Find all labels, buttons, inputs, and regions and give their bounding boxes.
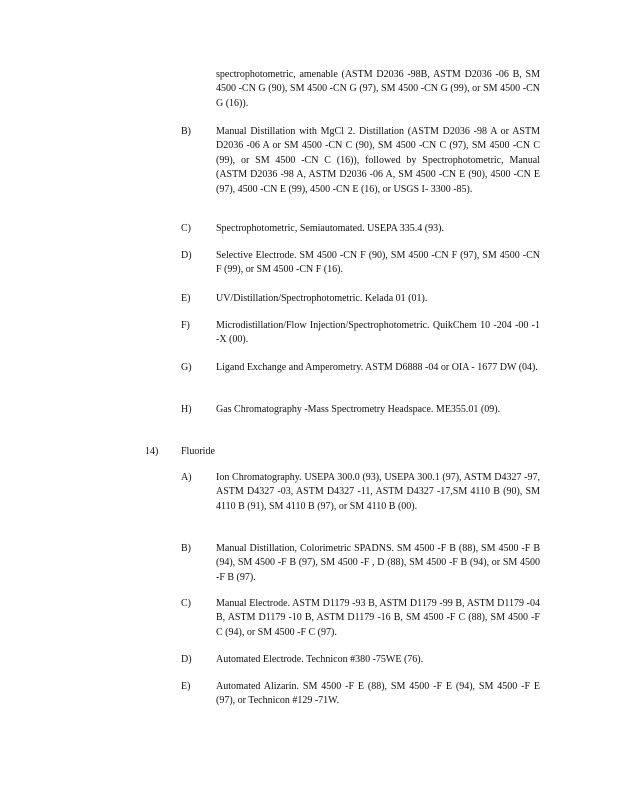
item-14-b-letter: B) (181, 543, 191, 554)
item-13-h-letter: H) (181, 404, 192, 415)
item-13-c-text: Spectrophotometric, Semiautomated. USEPA 335.4 (93). (216, 223, 444, 234)
item-13-b-letter: B) (181, 126, 191, 137)
item-14-c-letter: C) (181, 598, 191, 609)
item-14-e-text: Automated Alizarin. SM 4500 -F E (88), SM 4500 -F E (94), SM 4500 -F E (97), or Technicon #129 -71W. (216, 681, 540, 707)
item-13-d-letter: D) (181, 250, 192, 261)
item-13-h-text: Gas Chromatography -Mass Spectrometry Headspace. ME355.01 (09). (216, 404, 501, 415)
continuation-paragraph: spectrophotometric, amenable (ASTM D2036 -98B, ASTM D2036 -06 B, SM 4500 -CN G (90), SM 4500 -CN G (97), SM 4500 -CN G (99), or SM 4500 -CN G (16)). (216, 69, 540, 109)
item-13-d-text: Selective Electrode. SM 4500 -CN F (90), SM 4500 -CN F (97), SM 4500 -CN F (99), or SM 4500 -CN F (16). (216, 250, 540, 276)
item-13-g-text: Ligand Exchange and Amperometry. ASTM D6888 -04 or OIA - 1677 DW (04). (216, 362, 538, 373)
item-13-b-text: Manual Distillation with MgCl 2. Distillation (ASTM D2036 -98 A or ASTM D2036 -06 A or SM 4500 -CN C (90), SM 4500 -CN C (97), SM 4500 -CN C (99), or SM 4500 -CN C (16)), followed by Spectrophotometric, Manual (ASTM D2036 -98 A, ASTM D2036 -06 A, SM 4500 -CN E (90), 4500 -CN E (97), 4500 -CN E (99), 4500 -CN E (16), or USGS I- 3300 -85). (216, 126, 540, 195)
item-14-e-letter: E) (181, 681, 191, 692)
item-13-g-letter: G) (181, 362, 192, 373)
item-13-e-letter: E) (181, 293, 191, 304)
section-14-title: Fluoride (181, 446, 215, 457)
item-13-f-text: Microdistillation/Flow Injection/Spectrophotometric. QuikChem 10 -204 -00 -1 -X (00). (216, 320, 540, 346)
item-13-e-text: UV/Distillation/Spectrophotometric. Kelada 01 (01). (216, 293, 428, 304)
item-14-a-text: Ion Chromatography. USEPA 300.0 (93), USEPA 300.1 (97), ASTM D4327 -97, ASTM D4327 -03, ASTM D4327 -11, ASTM D4327 -17,SM 4110 B (90), SM 4110 B (91), SM 4110 B (97), or SM 4110 B (00). (216, 472, 540, 512)
section-14-number: 14) (145, 446, 159, 457)
item-14-a-letter: A) (181, 472, 192, 483)
item-14-d-text: Automated Electrode. Technicon #380 -75WE (76). (216, 654, 424, 665)
item-14-b-text: Manual Distillation, Colorimetric SPADNS. SM 4500 -F B (88), SM 4500 -F B (94), SM 4500 -F B (97), SM 4500 -F , D (88), SM 4500 -F B (94), or SM 4500 -F B (97). (216, 543, 540, 583)
item-13-c-letter: C) (181, 223, 191, 234)
item-13-f-letter: F) (181, 320, 190, 331)
item-14-c-text: Manual Electrode. ASTM D1179 -93 B, ASTM D1179 -99 B, ASTM D1179 -04 B, ASTM D1179 -10 B, ASTM D1179 -16 B, SM 4500 -F C (88), SM 4500 -F C (94), or SM 4500 -F C (97). (216, 598, 540, 638)
item-14-d-letter: D) (181, 654, 192, 665)
